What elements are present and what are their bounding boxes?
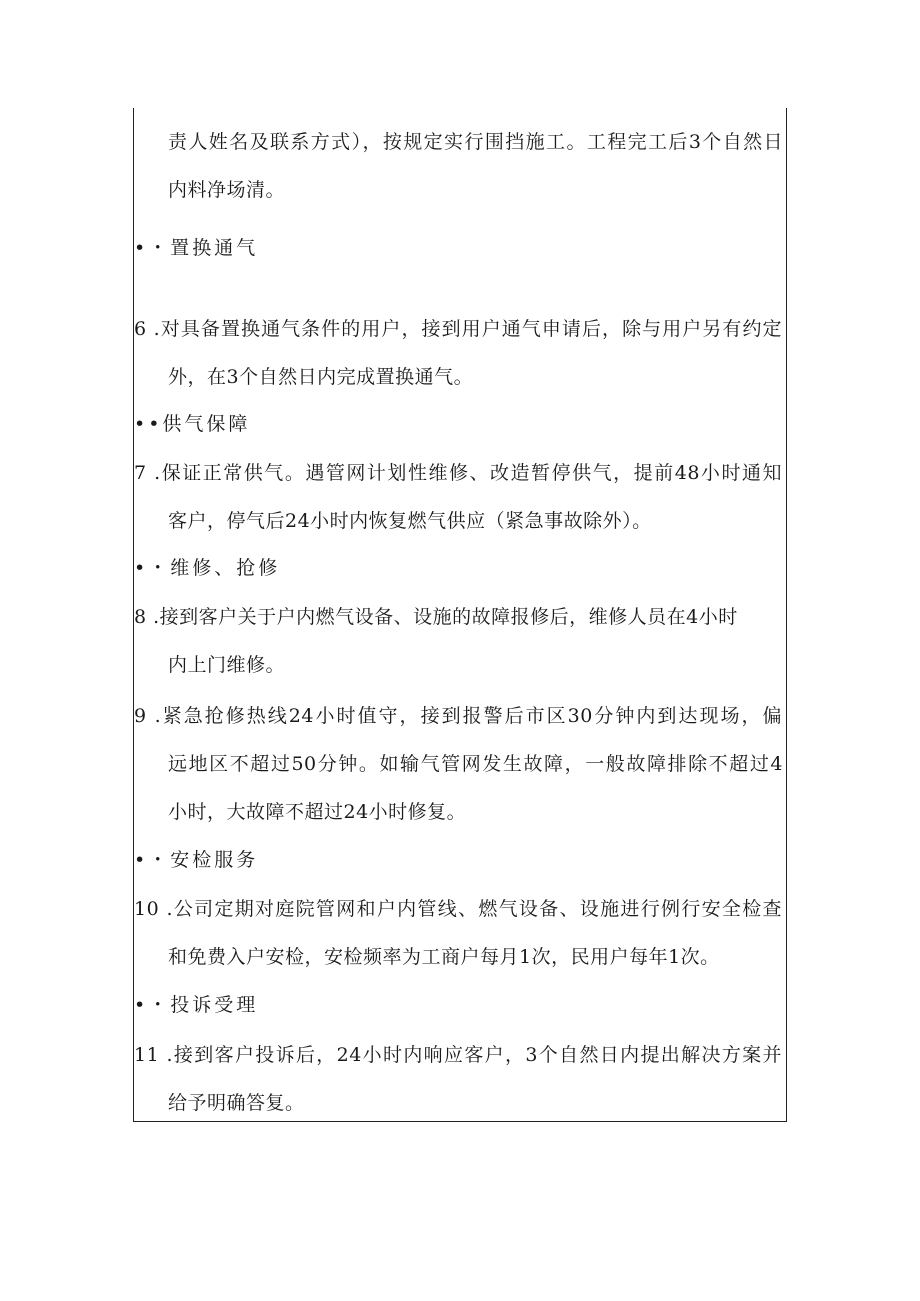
paragraph-line: 责人姓名及联系方式），按规定实行围挡施工。工程完工后3个自然日 <box>168 131 783 153</box>
list-item-6: 6 .对具备置换通气条件的用户，接到用户通气申请后，除与用户另有约定 <box>134 318 782 340</box>
list-item-6-cont: 外，在3个自然日内完成置换通气。 <box>168 366 474 388</box>
list-item-7-cont: 客户，停气后24小时内恢复燃气供应（紧急事故除外）。 <box>168 510 652 532</box>
list-item-11: 11 .接到客户投诉后，24小时内响应客户，3个自然日内提出解决方案并 <box>134 1044 782 1066</box>
section-heading-inspect: •・安检服务 <box>134 849 259 871</box>
section-heading-repair: •・维修、抢修 <box>134 557 281 579</box>
section-heading-replace: •・置换通气 <box>134 237 259 259</box>
section-heading-complaint: •・投诉受理 <box>134 994 259 1016</box>
list-item-9-cont: 远地区不超过50分钟。如输气管网发生故障，一般故障排除不超过4 <box>168 753 783 775</box>
paragraph-line: 内料净场清。 <box>168 179 286 201</box>
section-heading-supply: ••供气保障 <box>134 413 251 435</box>
list-item-8-cont: 内上门维修。 <box>168 654 286 676</box>
list-item-10: 10 .公司定期对庭院管网和户内管线、燃气设备、设施进行例行安全检查 <box>134 898 782 920</box>
list-item-7: 7 .保证正常供气。遇管网计划性维修、改造暂停供气，提前48小时通知 <box>134 462 782 484</box>
list-item-9-cont2: 小时，大故障不超过24小时修复。 <box>168 801 467 823</box>
list-item-8: 8 .接到客户关于户内燃气设备、设施的故障报修后，维修人员在4小时 <box>134 606 738 628</box>
list-item-10-cont: 和免费入户安检，安检频率为工商户每月1次，民用户每年1次。 <box>168 946 720 968</box>
list-item-11-cont: 给予明确答复。 <box>168 1092 305 1114</box>
list-item-9: 9 .紧急抢修热线24小时值守，接到报警后市区30分钟内到达现场，偏 <box>134 705 782 727</box>
